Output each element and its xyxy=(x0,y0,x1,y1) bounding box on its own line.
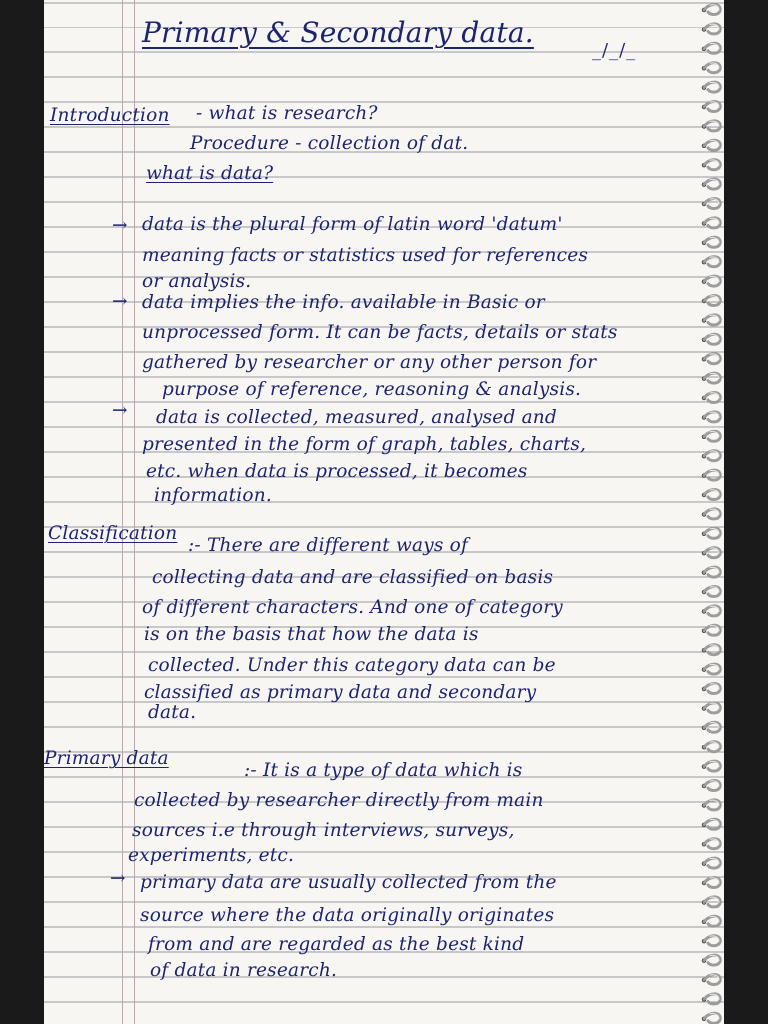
bullet-marker: → xyxy=(112,400,128,421)
spiral-ring xyxy=(702,63,720,73)
page-title: Primary & Secondary data. xyxy=(142,16,534,49)
spiral-ring xyxy=(702,761,720,771)
bullet-marker: → xyxy=(112,291,128,312)
spiral-ring xyxy=(702,198,720,208)
bullet-line: from and are regarded as the best kind xyxy=(148,934,525,955)
notebook-page xyxy=(44,0,724,1024)
spiral-ring xyxy=(702,354,720,364)
spiral-ring xyxy=(702,392,720,402)
bullet-line: data implies the info. available in Basic or xyxy=(142,292,545,313)
spiral-ring xyxy=(702,160,720,170)
bullet-line: gathered by researcher or any other person for xyxy=(142,352,597,373)
classification-line: :- There are different ways of xyxy=(188,535,469,556)
classification-line: of different characters. And one of category xyxy=(142,597,563,618)
intro-procedure: Procedure - collection of dat. xyxy=(190,133,469,154)
classification-line: is on the basis that how the data is xyxy=(144,624,479,645)
spiral-ring xyxy=(702,431,720,441)
bullet-line: information. xyxy=(154,485,272,506)
bullet-line: meaning facts or statistics used for references xyxy=(142,245,589,266)
primary-data-line: collected by researcher directly from main xyxy=(134,790,544,811)
spiral-ring xyxy=(702,683,720,693)
spiral-ring xyxy=(702,315,720,325)
spiral-ring xyxy=(702,101,720,111)
spiral-ring xyxy=(702,819,720,829)
spiral-ring xyxy=(702,43,720,53)
bullet-line: source where the data originally originates xyxy=(140,905,555,926)
bullet-marker: → xyxy=(110,868,126,889)
spiral-ring xyxy=(702,567,720,577)
spiral-ring xyxy=(702,257,720,267)
classification-line: data. xyxy=(148,702,197,723)
spiral-ring xyxy=(702,121,720,131)
spiral-ring xyxy=(702,645,720,655)
bullet-line: data is the plural form of latin word 'datum' xyxy=(142,214,563,235)
spiral-ring xyxy=(702,528,720,538)
spiral-ring xyxy=(702,586,720,596)
spiral-ring xyxy=(702,974,720,984)
primary-data-heading: Primary data xyxy=(44,748,169,769)
spiral-ring xyxy=(702,800,720,810)
spiral-ring xyxy=(702,780,720,790)
spiral-ring xyxy=(702,276,720,286)
date-field: _/_/_ xyxy=(592,40,637,61)
spiral-ring xyxy=(702,664,720,674)
spiral-ring xyxy=(702,916,720,926)
spiral-ring xyxy=(702,703,720,713)
classification-line: collected. Under this category data can be xyxy=(148,655,556,676)
spiral-ring xyxy=(702,179,720,189)
spiral-ring xyxy=(702,489,720,499)
bullet-line: or analysis. xyxy=(142,271,252,292)
spiral-ring xyxy=(702,722,720,732)
spiral-ring xyxy=(702,218,720,228)
bullet-line: etc. when data is processed, it becomes xyxy=(146,461,528,482)
primary-data-line: sources i.e through interviews, surveys, xyxy=(132,820,515,841)
bullet-line: purpose of reference, reasoning & analysis. xyxy=(162,379,582,400)
spiral-ring xyxy=(702,548,720,558)
spiral-ring xyxy=(702,858,720,868)
bullet-line: data is collected, measured, analysed and xyxy=(156,407,557,428)
spiral-ring xyxy=(702,936,720,946)
bullet-line: unprocessed form. It can be facts, details or stats xyxy=(142,322,618,343)
spiral-ring xyxy=(702,955,720,965)
spiral-ring xyxy=(702,994,720,1004)
spiral-ring xyxy=(702,237,720,247)
spiral-ring xyxy=(702,295,720,305)
spiral-ring xyxy=(702,625,720,635)
spiral-ring xyxy=(702,606,720,616)
intro-heading: Introduction xyxy=(50,105,170,126)
spiral-ring xyxy=(702,373,720,383)
margin-line xyxy=(134,0,135,1024)
intro-question: - what is research? xyxy=(196,103,378,124)
bullet-line: presented in the form of graph, tables, charts, xyxy=(142,434,587,455)
classification-heading: Classification xyxy=(48,523,178,544)
spiral-ring xyxy=(702,1013,720,1023)
spiral-ring xyxy=(702,470,720,480)
spiral-ring xyxy=(702,412,720,422)
spiral-ring xyxy=(702,742,720,752)
bullet-line: primary data are usually collected from the xyxy=(140,872,557,893)
spiral-ring xyxy=(702,24,720,34)
spiral-binding xyxy=(700,0,726,1024)
spiral-ring xyxy=(702,509,720,519)
primary-data-line: experiments, etc. xyxy=(128,845,295,866)
spiral-ring xyxy=(702,82,720,92)
primary-data-line: :- It is a type of data which is xyxy=(244,760,523,781)
spiral-ring xyxy=(702,877,720,887)
bullet-line: of data in research. xyxy=(150,960,338,981)
spiral-ring xyxy=(702,839,720,849)
spiral-ring xyxy=(702,897,720,907)
what-is-data-question: what is data? xyxy=(146,163,274,184)
classification-line: classified as primary data and secondary xyxy=(144,682,537,703)
spiral-ring xyxy=(702,334,720,344)
classification-line: collecting data and are classified on basis xyxy=(152,567,554,588)
spiral-ring xyxy=(702,4,720,14)
spiral-ring xyxy=(702,140,720,150)
bullet-marker: → xyxy=(112,215,128,236)
spiral-ring xyxy=(702,451,720,461)
